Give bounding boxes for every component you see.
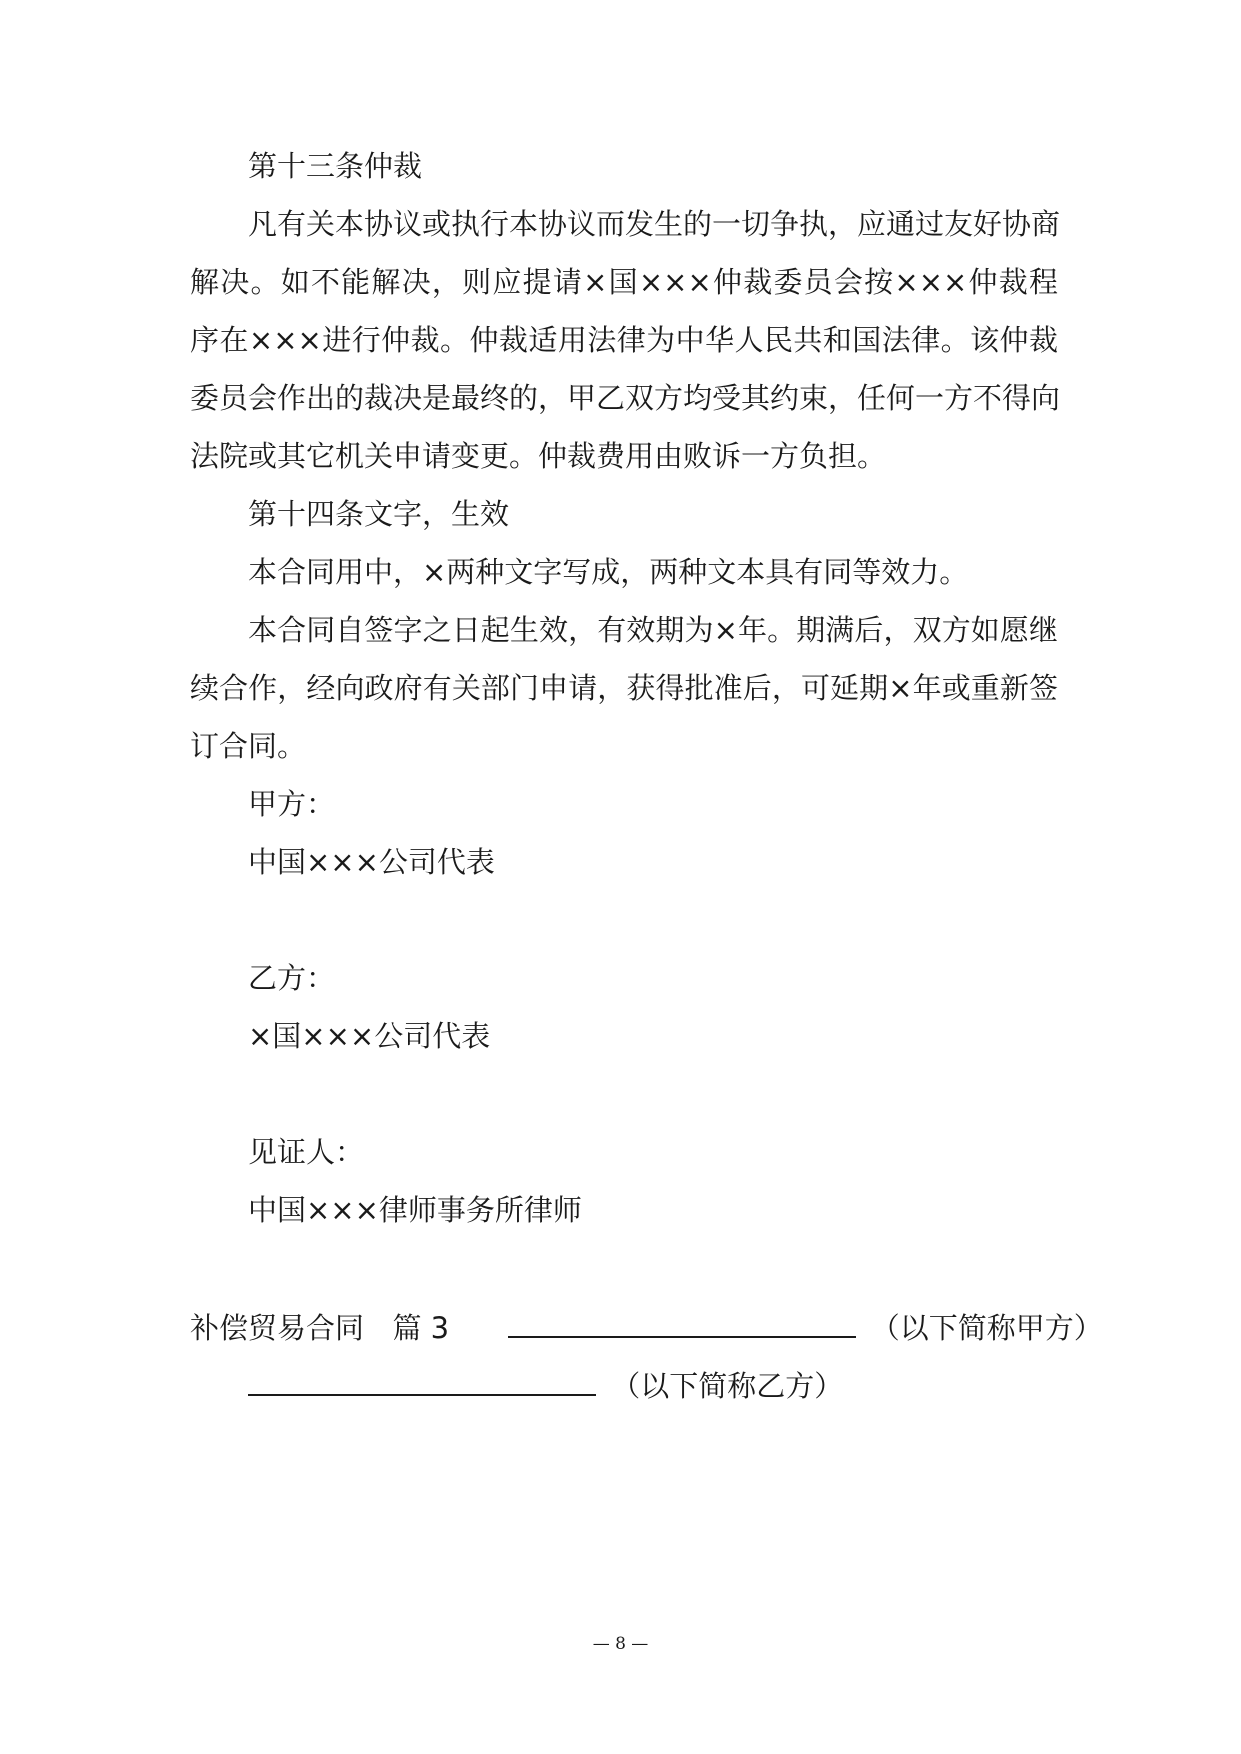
witness-label: 见证人： — [248, 1135, 365, 1169]
party-a-suffix: （以下简称甲方） — [870, 1311, 1103, 1345]
article-13-line-2: 解决。如不能解决，则应提请×国×××仲裁委员会按×××仲裁程 — [190, 265, 1058, 299]
page-number: — 8 — — [592, 1634, 649, 1654]
party-a-label: 甲方： — [248, 787, 336, 821]
party-b-representative: ×国×××公司代表 — [248, 1019, 491, 1053]
article-13-heading: 第十三条仲裁 — [248, 149, 423, 183]
article-13-line-1: 凡有关本协议或执行本协议而发生的一切争执，应通过友好协商 — [248, 207, 1061, 241]
article-14-para2-line-3: 订合同。 — [190, 729, 307, 763]
article-14-heading: 第十四条文字，生效 — [248, 497, 510, 531]
article-13-line-5: 法院或其它机关申请变更。仲裁费用由败诉一方负担。 — [190, 439, 887, 473]
next-contract-part: 篇 3 — [392, 1311, 450, 1345]
party-b-name-blank[interactable] — [248, 1364, 596, 1396]
article-14-paragraph-1: 本合同用中，×两种文字写成，两种文本具有同等效力。 — [248, 555, 969, 589]
witness-representative: 中国×××律师事务所律师 — [248, 1193, 582, 1227]
next-contract-title-line — [190, 1306, 1103, 1348]
party-b-line — [248, 1364, 843, 1406]
article-14-para2-line-1: 本合同自签字之日起生效，有效期为×年。期满后，双方如愿继 — [248, 613, 1058, 647]
next-contract-title: 补偿贸易合同 — [190, 1311, 365, 1345]
article-13-line-4: 委员会作出的裁决是最终的，甲乙双方均受其约束，任何一方不得向 — [190, 381, 1061, 415]
party-a-representative: 中国×××公司代表 — [248, 845, 495, 879]
article-14-para2-line-2: 续合作，经向政府有关部门申请，获得批准后，可延期×年或重新签 — [190, 671, 1058, 705]
party-b-suffix: （以下简称乙方） — [611, 1369, 844, 1403]
party-b-label: 乙方： — [248, 961, 336, 995]
article-13-line-3: 序在×××进行仲裁。仲裁适用法律为中华人民共和国法律。该仲裁 — [190, 323, 1058, 357]
party-a-name-blank[interactable] — [508, 1306, 856, 1338]
